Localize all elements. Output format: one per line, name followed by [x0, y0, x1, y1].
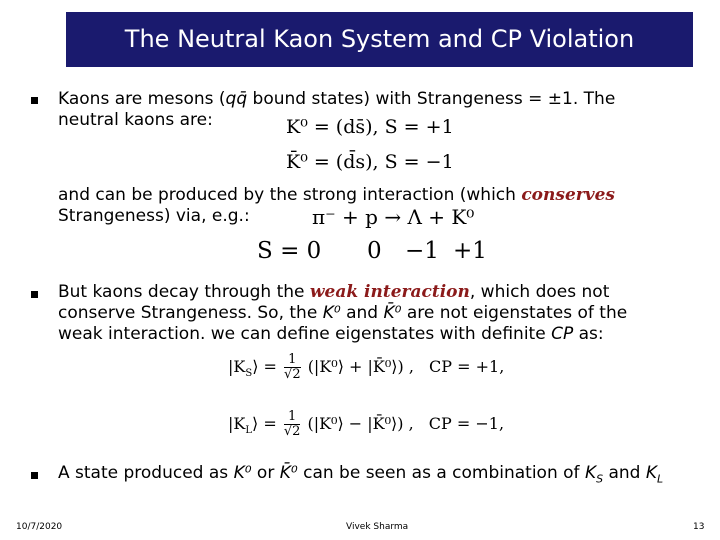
- bullet2-text-c: conserve Strangeness. So, the: [58, 303, 323, 323]
- kl-fraction: [284, 410, 301, 439]
- bullet2-text-e: are not eigenstates of the: [401, 303, 628, 323]
- ks-mid: ⟩ =: [252, 357, 277, 376]
- bullet-marker: [31, 291, 38, 298]
- emphasis-conserves: conserves: [521, 185, 615, 205]
- equation-k0bar: K̄⁰ = (d̄s), S = −1: [286, 151, 454, 173]
- k0-symbol: K⁰: [322, 303, 341, 323]
- reaction-equation: π⁻ + p → Λ + K⁰: [312, 205, 475, 229]
- strangeness-value-2: −1: [405, 238, 439, 264]
- ks-cp: CP = +1,: [429, 357, 505, 376]
- produced-text: and can be produced by the strong interaction (which: [58, 185, 522, 205]
- bullet-marker: [31, 97, 38, 104]
- produced-line2: Strangeness) via, e.g.:: [58, 206, 250, 226]
- strangeness-value-1: 0: [367, 238, 382, 264]
- bullet3-text-c: can be seen as a combination of: [297, 463, 585, 483]
- ks-lhs: |K: [228, 357, 246, 376]
- kl-symbol-sub: L: [657, 472, 664, 486]
- bullet2-text-a: But kaons decay through the: [58, 282, 310, 302]
- produced-line1: [58, 185, 615, 206]
- strangeness-value-3: +1: [453, 238, 487, 264]
- bullet2-line3: [58, 324, 604, 345]
- ks-symbol-sub: S: [596, 472, 604, 486]
- bullet3-text-d: and: [603, 463, 646, 483]
- emphasis-weak-interaction: weak interaction: [309, 282, 470, 302]
- ks-fraction: [284, 353, 301, 382]
- ks-sub: S: [245, 368, 253, 380]
- strangeness-label: S = 0: [257, 238, 322, 264]
- ks-symbol: K: [584, 463, 597, 483]
- slide-title: The Neutral Kaon System and CP Violation: [124, 25, 635, 53]
- bullet1-line2: neutral kaons are:: [58, 110, 213, 130]
- equation-kl: [228, 407, 504, 448]
- bullet3-line: [58, 463, 663, 489]
- kl-lhs: |K: [228, 414, 246, 433]
- title-bar: [66, 12, 693, 67]
- qq-symbol: qq̄: [225, 89, 248, 109]
- bullet1-text-a: Kaons are mesons (: [58, 89, 226, 109]
- equation-k0: K⁰ = (ds̄), S = +1: [286, 116, 454, 138]
- kl-terms: (|K⁰⟩ − |K̄⁰⟩) ,: [307, 414, 414, 433]
- kl-den: √2: [283, 424, 301, 439]
- kl-num: 1: [284, 410, 301, 425]
- k0bar-symbol: K̄⁰: [383, 303, 402, 323]
- bullet-marker: [31, 472, 38, 479]
- footer-date: 10/7/2020: [16, 522, 63, 532]
- strangeness-row: [257, 238, 497, 268]
- cp-symbol: CP: [551, 324, 574, 344]
- bullet2-text-f: weak interaction. we can define eigenstates with definite: [58, 324, 552, 344]
- equation-ks: [228, 350, 504, 391]
- kl-symbol: K: [645, 463, 658, 483]
- ks-den: √2: [284, 367, 301, 382]
- kl-mid: ⟩ =: [251, 414, 277, 433]
- bullet1-line1: [58, 89, 615, 110]
- footer-author: Vivek Sharma: [346, 522, 409, 532]
- kl-cp: CP = −1,: [428, 414, 505, 433]
- bullet3-text-b: or: [251, 463, 280, 483]
- bullet1-text-b: bound states) with Strangeness = ±1. The: [247, 89, 616, 109]
- bullet2-text-d: and: [340, 303, 384, 323]
- k0-symbol: K⁰: [233, 463, 252, 483]
- footer-page-number: 13: [693, 522, 705, 532]
- bullet2-line2: [58, 303, 627, 324]
- kl-sub: L: [245, 425, 252, 437]
- k0bar-symbol: K̄⁰: [279, 463, 298, 483]
- ks-num: 1: [284, 353, 301, 368]
- bullet2-text-g: as:: [573, 324, 604, 344]
- bullet2-line1: [58, 282, 609, 303]
- bullet3-text-a: A state produced as: [58, 463, 234, 483]
- ks-terms: (|K⁰⟩ + |K̄⁰⟩) ,: [307, 357, 414, 376]
- bullet2-text-b: , which does not: [469, 282, 610, 302]
